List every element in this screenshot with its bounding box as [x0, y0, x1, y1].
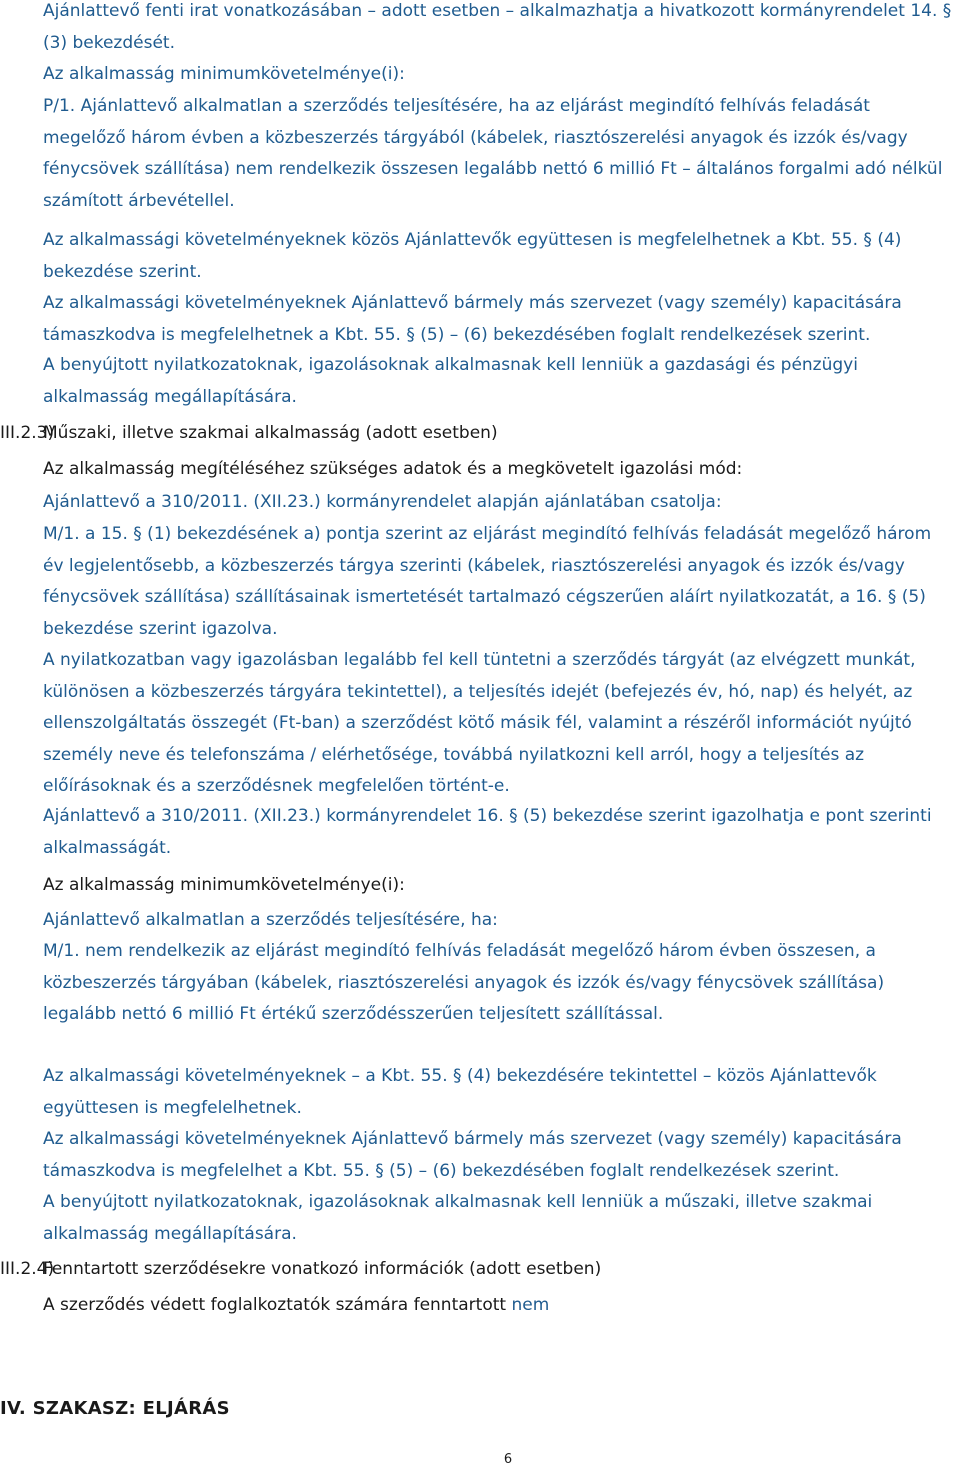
paragraph-unsuitable: Ajánlattevő alkalmatlan a szerződés teljesítésére, ha: — [43, 910, 498, 930]
reserved-contracts-line — [43, 1290, 955, 1322]
paragraph-capacity: Az alkalmassági követelményeknek Ajánlattevő bármely más szervezet (vagy személy) kapacitására támaszkodva is megfelelhetnek a Kbt. 55. § (5) – (6) bekezdésében foglalt rendelkezések szerint. — [43, 293, 902, 345]
paragraph-m1-requirement: M/1. nem rendelkezik az eljárást megindító felhívás feladását megelőző három évben összesen, a közbeszerzés tárgyában (kábelek, riasztószerelési anyagok és izzók és/vagy fénycsövek szállítása) legalább nettó 6 millió Ft értékű szerződésszerűen teljesített szállítással. — [43, 941, 885, 1024]
paragraph-intro: Ajánlattevő fenti irat vonatkozásában – adott esetben – alkalmazhatja a hivatkozott kormányrendelet 14. § (3) bekezdését. — [43, 1, 952, 53]
paragraph-joint-bidders: Az alkalmassági követelményeknek közös Ajánlattevők együttesen is megfelelhetnek a Kbt. 55. § (4) bekezdése szerint. — [43, 230, 902, 282]
section-heading-III-2-4 — [0, 1254, 950, 1286]
section-heading-title: Műszaki, illetve szakmai alkalmasság (adott esetben) — [43, 423, 498, 443]
page-number: 6 — [503, 1452, 513, 1467]
section-number: III.2.3) — [0, 423, 55, 443]
reserved-contracts-value: nem — [511, 1295, 550, 1315]
section-IV-title: IV. SZAKASZ: ELJÁRÁS — [0, 1398, 230, 1419]
section-heading-title: Fenntartott szerződésekre vonatkozó információk (adott esetben) — [43, 1259, 602, 1279]
paragraph-joint-bidders: Az alkalmassági követelményeknek – a Kbt. 55. § (4) bekezdésére tekintettel – közös Ajánlattevők együttesen is megfelelhetnek. — [43, 1066, 877, 1118]
section-heading-III-2-3 — [0, 418, 950, 450]
paragraph-certification: Ajánlattevő a 310/2011. (XII.23.) kormányrendelet 16. § (5) bekezdése szerint igazolhatja e pont szerinti alkalmasságát. — [43, 806, 932, 858]
reserved-contracts-label: A szerződés védett foglalkoztatók számára fenntartott — [43, 1295, 507, 1315]
paragraph-attachment: Ajánlattevő a 310/2011. (XII.23.) kormányrendelet alapján ajánlatában csatolja: — [43, 492, 722, 512]
subheading-required-data: Az alkalmasság megítéléséhez szükséges adatok és a megkövetelt igazolási mód: — [43, 459, 743, 479]
paragraph-p1: P/1. Ajánlattevő alkalmatlan a szerződés teljesítésére, ha az eljárást megindító felhívás feladását megelőző három évben a közbeszerzés tárgyából (kábelek, riasztószerelési anyagok és izzók és/vagy fénycsövek szállítása) nem rendelkezik összesen legalább nettó 6 millió Ft – általános forgalmi adó nélkül számított árbevétellel. — [43, 96, 943, 211]
paragraph-m1: M/1. a 15. § (1) bekezdésének a) pontja szerint az eljárást megindító felhívás feladását megelőző három év legjelentősebb, a közbeszerzés tárgya szerinti (kábelek, riasztószerelési anyagok és izzók és/vagy fénycsövek szállítása) szállításainak ismertetését tartalmazó cégszerűen aláírt nyilatkozatát, a 16. § (5) bekezdése szerint igazolva. — [43, 524, 932, 639]
paragraph-suitability: A benyújtott nyilatkozatoknak, igazolásoknak alkalmasnak kell lenniük a műszaki, illetve szakmai alkalmasság megállapítására. — [43, 1192, 873, 1244]
paragraph-suitability: A benyújtott nyilatkozatoknak, igazolásoknak alkalmasnak kell lenniük a gazdasági és pénzügyi alkalmasság megállapítására. — [43, 355, 858, 407]
min-requirements-label: Az alkalmasság minimumkövetelménye(i): — [43, 875, 405, 895]
section-number: III.2.4) — [0, 1259, 55, 1279]
min-requirements-label: Az alkalmasság minimumkövetelménye(i): — [43, 64, 405, 84]
paragraph-declaration: A nyilatkozatban vagy igazolásban legalább fel kell tüntetni a szerződés tárgyát (az elvégzett munkát, különösen a közbeszerzés tárgyára tekintettel), a teljesítés idejét (befejezés év, hó, nap) és helyét, az ellenszolgáltatás összegét (Ft-ban) a szerződést kötő másik fél, valamint a részéről információt nyújtó személy neve és telefonszáma / elérhetősége, továbbá nyilatkozni kell arról, hogy a teljesítés az előírásoknak és a szerződésnek megfelelően történt-e. — [43, 650, 916, 796]
paragraph-capacity: Az alkalmassági követelményeknek Ajánlattevő bármely más szervezet (vagy személy) kapacitására támaszkodva is megfelelhet a Kbt. 55. § (5) – (6) bekezdésében foglalt rendelkezések szerint. — [43, 1129, 902, 1181]
